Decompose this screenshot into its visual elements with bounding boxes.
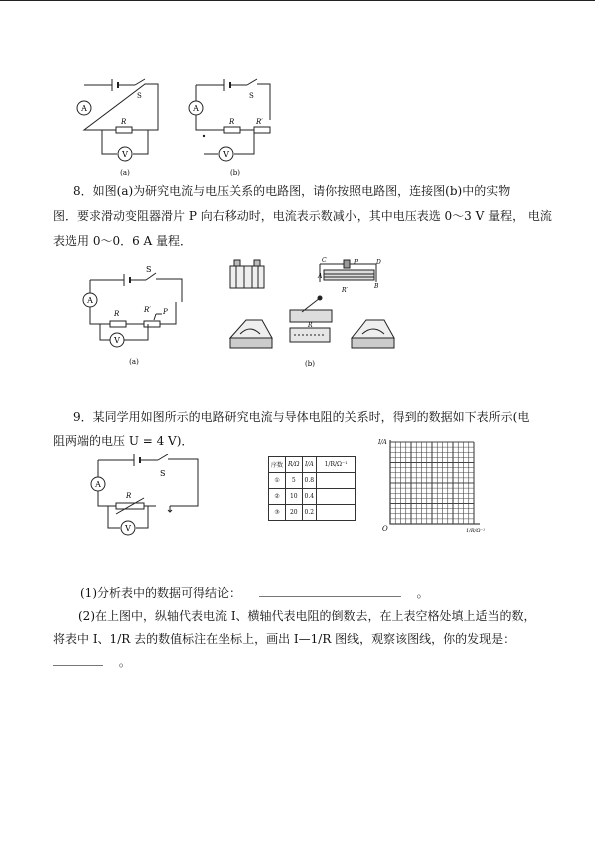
table-header-cell: 序数 [269,457,286,473]
svg-text:S: S [146,265,152,274]
table-cell: ① [269,473,286,489]
svg-text:A: A [87,296,93,305]
svg-text:(a): (a) [120,169,130,177]
table-header-cell: R/Ω [286,457,303,473]
svg-text:S: S [137,92,142,100]
svg-text:S: S [160,469,166,478]
circuit-diagram-q8-a [78,262,190,370]
svg-text:S: S [249,92,254,100]
svg-text:A: A [193,104,199,113]
table-cell: ③ [269,505,286,521]
q8-line-2: 图．要求滑动变阻器滑片 P 向右移动时，电流表示数减小，其中电压表选 0～3 V 量程， 电流 [53,209,552,223]
graph-y-axis-label: I/A [378,439,387,446]
svg-text:R′: R′ [342,287,348,294]
svg-text:A: A [318,273,323,280]
table-cell: 0.4 [302,489,317,505]
table-cell [317,473,356,489]
table-cell: 0.2 [302,505,317,521]
graph-origin-label: O [382,525,388,533]
table-cell: ② [269,489,286,505]
svg-text:R: R [121,118,127,126]
svg-text:A: A [95,480,101,489]
svg-text:(b): (b) [305,360,315,368]
q8-line-1: 8．如图(a)为研究电流与电压关系的电路图，请你按照电路图，连接图(b)中的实物 [73,184,511,198]
table-cell: 10 [286,489,303,505]
q9-line-1: 9．某同学用如图所示的电路研究电流与导体电阻的关系时，得到的数据如下表所示(电 [73,410,530,424]
svg-text:B: B [374,283,379,290]
q9-sub1-text: (1)分析表中的数据可得结论： [80,586,241,600]
q9-sub2-line-2: 将表中 I、1/R 去的数值标注在坐标上，画出 I—1/R 图线，观察该图线，你的发现是： [53,632,516,646]
q9-sub2-answer [53,651,131,673]
table-header-row [269,457,356,473]
svg-text:P: P [354,259,359,266]
svg-text:V: V [125,524,131,533]
table-cell: 5 [286,473,303,489]
svg-text:R: R [126,492,132,500]
svg-text:D: D [376,259,381,266]
answer-blank-1[interactable] [259,584,401,597]
q8-line-3: 表选用 0～0．6 A 量程． [53,234,193,248]
data-table-q9 [268,456,356,521]
apparatus-drawing-q8-b [224,254,400,370]
svg-text:P: P [163,308,168,316]
page-top-border [0,0,595,1]
svg-text:R: R [114,310,120,318]
svg-text:R: R [229,118,235,126]
q9-sub1-period: 。 [416,586,429,600]
svg-text:R: R [308,322,313,329]
q9-sub2-period: 。 [118,655,131,669]
blank-graph-grid-q9 [376,438,486,538]
graph-x-axis-label: 1/R/Ω⁻¹ [466,528,486,534]
table-cell [317,505,356,521]
answer-blank-2[interactable] [53,653,103,666]
table-cell: 20 [286,505,303,521]
table-row [269,473,356,489]
q9-sub2-line-1: (2)在上图中，纵轴代表电流 I、横轴代表电阻的倒数去，在上表空格处填上适当的数， [78,609,536,623]
table-cell: 0.8 [302,473,317,489]
svg-text:R′: R′ [256,118,263,126]
q9-line-2: 阻两端的电压 U = 4 V)． [53,434,194,448]
graph-axes [390,440,480,524]
table-row [269,505,356,521]
svg-text:(a): (a) [129,358,139,366]
svg-text:R′: R′ [144,306,151,314]
svg-text:A: A [81,104,87,113]
circuit-diagram-top-a [72,74,168,184]
svg-text:V: V [122,150,128,159]
table-header-cell: 1/R/Ω⁻¹ [317,457,356,473]
svg-text:V: V [114,336,120,345]
svg-text:(b): (b) [230,169,240,177]
table-cell [317,489,356,505]
table-row [269,489,356,505]
svg-text:V: V [223,150,229,159]
circuit-diagram-top-b [184,74,280,184]
table-header-cell: I/A [302,457,317,473]
svg-text:C: C [322,257,327,264]
circuit-diagram-q9 [86,454,204,544]
q9-sub1 [80,582,429,604]
